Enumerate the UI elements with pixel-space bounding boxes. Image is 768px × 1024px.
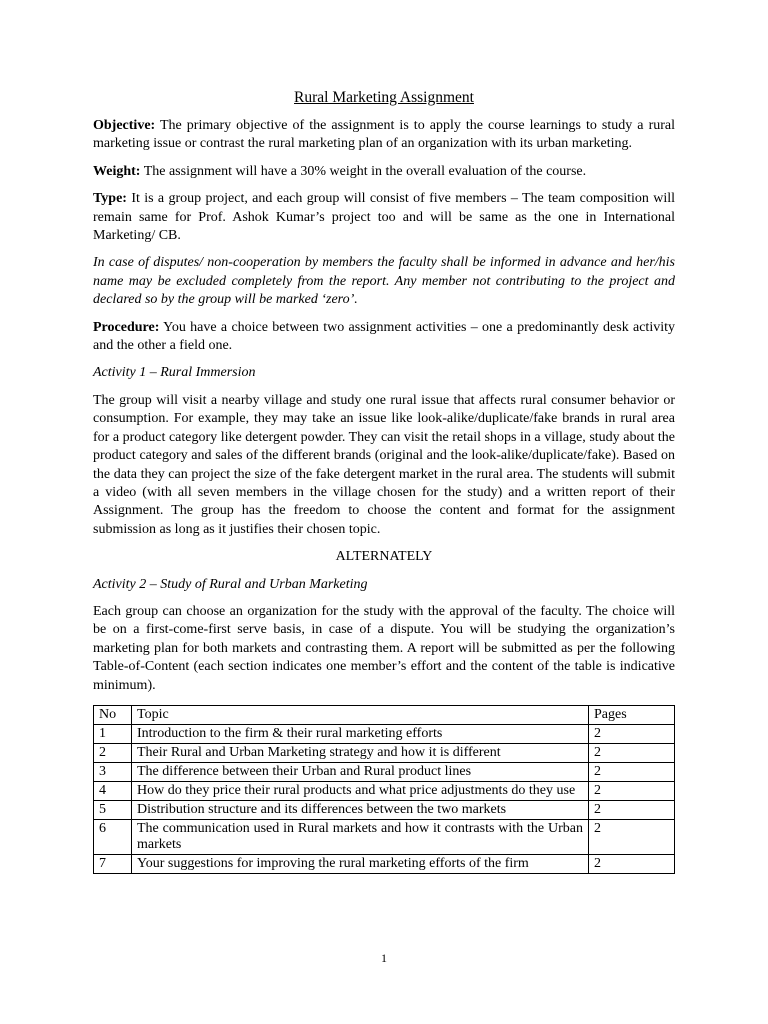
table-row — [94, 762, 675, 781]
row-pages: 2 — [589, 743, 675, 762]
row-pages: 2 — [589, 762, 675, 781]
procedure-text: You have a choice between two assignment activities – one a predominantly desk activity and the other a field one. — [93, 319, 675, 354]
procedure-label: Procedure: — [93, 319, 160, 335]
row-topic: Introduction to the firm & their rural marketing efforts — [132, 724, 589, 743]
page-number: 1 — [381, 951, 387, 965]
row-no: 7 — [94, 854, 132, 873]
row-topic: How do they price their rural products and what price adjustments do they use — [132, 781, 589, 800]
procedure-paragraph — [93, 319, 675, 356]
table-row — [94, 800, 675, 819]
weight-paragraph — [93, 163, 675, 181]
type-text: It is a group project, and each group will consist of five members – The team composition will remain same for Prof. Ashok Kumar’s project too and will be same as the one in International Marketing/ CB. — [93, 191, 675, 244]
row-no: 1 — [94, 724, 132, 743]
table-row — [94, 724, 675, 743]
row-no: 5 — [94, 800, 132, 819]
weight-label: Weight: — [93, 163, 141, 179]
activity2-heading: Activity 2 – Study of Rural and Urban Marketing — [93, 576, 368, 592]
activity1-heading: Activity 1 – Rural Immersion — [93, 365, 256, 381]
objective-label: Objective: — [93, 118, 156, 133]
table-row — [94, 781, 675, 800]
table-row — [94, 854, 675, 873]
row-pages: 2 — [589, 800, 675, 819]
row-topic: Distribution structure and its differences between the two markets — [132, 800, 589, 819]
row-topic: Your suggestions for improving the rural marketing efforts of the firm — [132, 854, 589, 873]
alternately-label: ALTERNATELY — [335, 549, 433, 565]
table-row — [94, 743, 675, 762]
row-no: 6 — [94, 819, 132, 854]
objective-text: The primary objective of the assignment is to apply the course learnings to study a rural marketing issue or contrast the rural marketing plan of an organization with its urban marketing. — [93, 118, 675, 152]
row-no: 3 — [94, 762, 132, 781]
document-body — [93, 88, 675, 874]
row-topic: The difference between their Urban and Rural product lines — [132, 762, 589, 781]
header-no: No — [94, 705, 132, 724]
row-pages: 2 — [589, 854, 675, 873]
objective-paragraph — [93, 117, 675, 154]
row-no: 2 — [94, 743, 132, 762]
header-topic: Topic — [132, 705, 589, 724]
table-header-row — [94, 705, 675, 724]
weight-text: The assignment will have a 30% weight in the overall evaluation of the course. — [140, 163, 587, 179]
row-pages: 2 — [589, 781, 675, 800]
table-of-content — [93, 705, 675, 874]
row-pages: 2 — [589, 819, 675, 854]
activity1-body: The group will visit a nearby village and study one rural issue that affects rural consumer behavior or consumption. For example, they may take an issue like look-alike/duplicate/fake brands in rural area for a product category like detergent powder. They can visit the retail shops in a village, study about the product category and sales of the different brands (original and the look-alike/duplicate/fake). Based on the data they can project the size of the fake detergent market in the rural area. The students will submit a video (with all seven members in the village chosen for the study) and a written report of their Assignment. The group has the freedom to choose the content and format for the assignment submission as long as it justifies their chosen topic. — [93, 392, 675, 537]
type-paragraph — [93, 190, 675, 245]
dispute-note: In case of disputes/ non-cooperation by members the faculty shall be informed in advance and her/his name may be excluded completely from the report. Any member not contributing to the project and declared so by the group will be marked ‘zero’. — [93, 255, 675, 308]
header-pages: Pages — [589, 705, 675, 724]
row-topic: Their Rural and Urban Marketing strategy and how it is different — [132, 743, 589, 762]
row-no: 4 — [94, 781, 132, 800]
row-pages: 2 — [589, 724, 675, 743]
activity2-body: Each group can choose an organization for the study with the approval of the faculty. The choice will be on a first-come-first serve basis, in case of a dispute. You will be studying the organization’s marketing plan for both markets and contrasting them. A report will be submitted as per the following Table-of-Content (each section indicates one member’s effort and the content of the table is indicative minimum). — [93, 603, 675, 693]
type-label: Type: — [93, 191, 127, 207]
document-title: Rural Marketing Assignment — [294, 89, 474, 106]
table-row — [94, 819, 675, 854]
row-topic: The communication used in Rural markets and how it contrasts with the Urban markets — [132, 819, 589, 854]
